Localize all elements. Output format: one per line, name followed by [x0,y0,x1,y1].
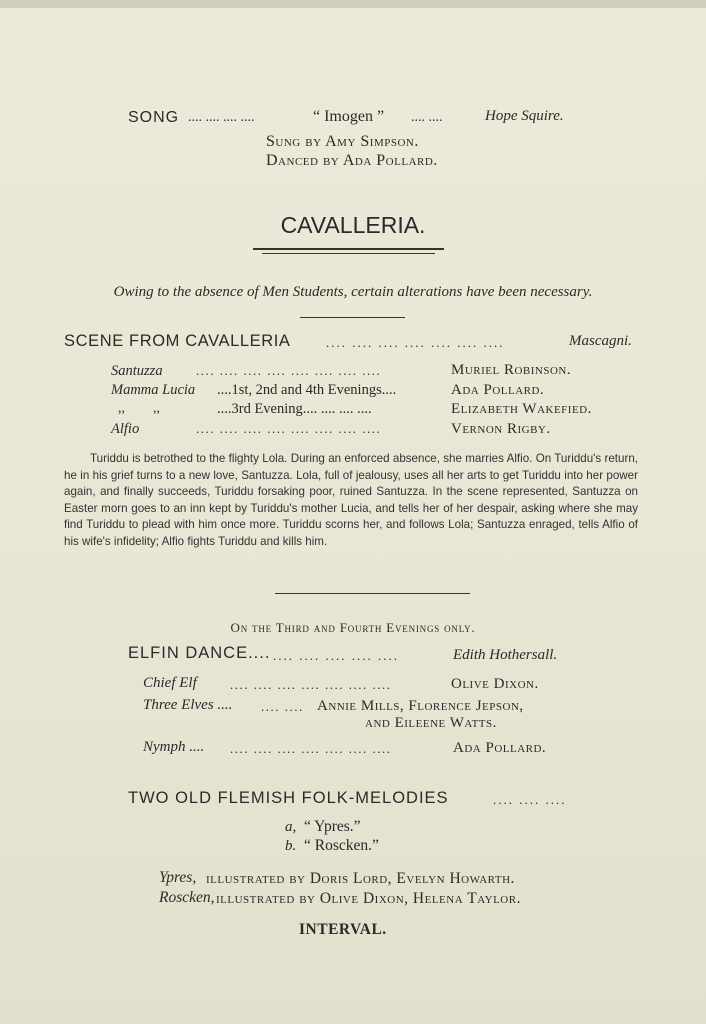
scene-title: SCENE FROM CAVALLERIA [64,332,291,350]
evenings-note: On the Third and Fourth Evenings only. [230,620,476,635]
melody-marker: a, [285,819,297,835]
song-composer: Hope Squire. [485,108,564,124]
elfin-leader: .... .... .... .... .... [273,648,399,663]
cast-leader: .... .... .... .... .... .... .... .... [196,363,382,378]
elfin-leader: .... .... .... .... .... .... .... [230,677,392,692]
scene-synopsis: Turiddu is betrothed to the flighty Lola. During an enforced absence, she marries Alfio. On Turiddu's return, he in his grief turns to a new love, Santuzza. Lola, full of jealousy, uses all her arts to get Turiddu into her power again, and finally succeeds, Turiddu forsaking poor, ruined Santuzza. In the scene represented, Santuzza on Easter morn goes to an inn kept by Turiddu's mother Lucia, and tells her of her despair, asking where she may find Turiddu to plead with him once more. Turiddu scorns her, and follows Lola; Santuzza enraged, tells Alfio of his wife's infidelity; Alfio fights Turiddu and kills him. [64,452,638,548]
elfin-actor: Ada Pollard. [453,740,547,756]
scene-composer: Mascagni. [569,333,632,349]
melody-title: “ Ypres.” [304,818,361,835]
alterations-note: Owing to the absence of Men Students, certain alterations have been necessary. [113,284,593,300]
interval-label: INTERVAL. [299,921,387,938]
flemish-title: TWO OLD FLEMISH FOLK-MELODIES [128,789,449,807]
cast-role: Alfio [111,421,140,437]
cast-role-ditto: ,, ,, [118,401,160,416]
song-leader-2: .... .... [411,110,443,125]
cast-role: Santuzza [111,363,163,379]
elfin-actor: Olive Dixon. [451,676,539,692]
cast-detail: ....3rd Evening.... .... .... .... [217,401,372,417]
illustration-piece: Roscken, [159,889,215,906]
cast-actor: Muriel Robinson. [451,362,572,378]
page-top-edge [0,0,706,8]
cast-detail: ....1st, 2nd and 4th Evenings.... [217,382,397,398]
elfin-leader: .... .... .... .... .... .... .... [230,741,392,756]
elfin-leader: .... .... [261,699,304,714]
elfin-role: Chief Elf [143,675,197,691]
scene-leader: .... .... .... .... .... .... .... [326,335,505,350]
song-danced-by: Danced by Ada Pollard. [266,152,438,169]
cast-actor: Ada Pollard. [451,382,545,398]
cast-actor: Elizabeth Wakefied. [451,401,592,417]
elfin-role: Three Elves .... [143,697,233,713]
cast-leader: .... .... .... .... .... .... .... .... [196,421,382,436]
song-sung-by: Sung by Amy Simpson. [266,133,419,150]
melody-marker: b. [285,838,297,854]
divider-mid [275,593,470,594]
song-label: SONG [128,109,180,126]
cast-actor: Vernon Rigby. [451,421,551,437]
cast-role: Mamma Lucia [111,382,196,398]
elfin-composer: Edith Hothersall. [453,647,558,663]
divider-short [300,317,405,318]
melody-title: “ Roscken.” [304,837,379,854]
song-leader-1: .... .... .... .... [188,110,255,125]
cavalleria-heading: CAVALLERIA. [280,212,426,238]
song-title: “ Imogen ” [313,108,385,125]
illustration-credits: illustrated by Olive Dixon, Helena Taylor. [216,890,521,907]
elfin-role: Nymph .... [143,739,205,755]
heading-underline-thin [262,253,435,254]
flemish-leader: .... .... .... [493,792,567,807]
elfin-title: ELFIN DANCE.... [128,644,271,662]
illustration-credits: illustrated by Doris Lord, Evelyn Howarth. [206,870,515,887]
heading-underline [253,248,444,250]
elfin-actor: Annie Mills, Florence Jepson, [317,698,524,714]
illustration-piece: Ypres, [159,869,197,886]
elfin-actor-cont: and Eileene Watts. [365,715,497,731]
